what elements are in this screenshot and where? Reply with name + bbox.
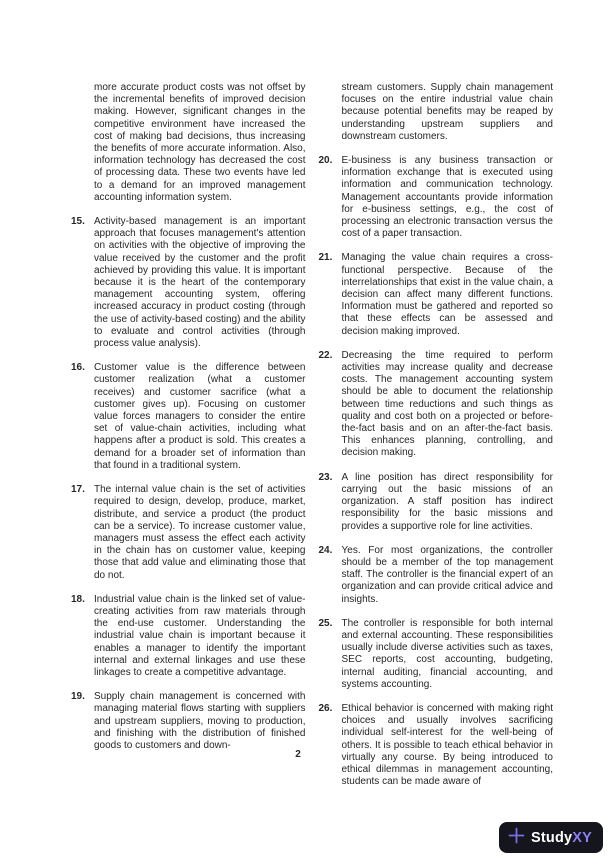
item-text: stream customers. Supply chain management focuses on the entire industrial value chain because potential benefits may be reaped by understanding upstream suppliers and downstream customers. <box>341 82 553 142</box>
item-text: Managing the value chain requires a cross-functional perspective. Because of the interrelationships that exist in the value chain, a decision can affect many different functions. Information must be gathered and reported so that these effects can be assessed and decision making improved. <box>341 252 553 337</box>
numbered-paragraph <box>319 155 554 240</box>
item-number: 24. <box>318 544 333 556</box>
item-number <box>319 82 342 143</box>
item-text: A line position has direct responsibility for carrying out the basic missions of an organization. A staff position has indirect responsibility for the basic missions and provides a supportive role for line activities. <box>341 471 553 532</box>
item-number: 20. <box>318 155 333 167</box>
left-column <box>71 82 306 800</box>
numbered-paragraph <box>319 703 554 788</box>
right-column <box>319 82 554 800</box>
item-text: Decreasing the time required to perform activities may increase quality and decrease costs. The management accounting system should be able to document the relationship between time reductions and such things as quality and cost both on a projected or before-the-fact basis and on an after-the-fact basis. This enhances planning, controlling, and decision making. <box>341 349 553 459</box>
item-text: more accurate product costs was not offset by the incremental benefits of improved decision making. However, significant changes in the competitive environment have increased the cost of making bad decisions, thus increasing the benefits of more accurate information. Also, information technology has decreased the cost of processing data. These two events have led to a demand for an improved management accounting information system. <box>94 82 306 203</box>
item-number: 22. <box>318 349 333 361</box>
item-number: 21. <box>318 252 333 264</box>
numbered-paragraph <box>319 252 554 337</box>
item-text: The controller is responsible for both internal and external accounting. These responsibilities usually include diverse activities such as taxes, SEC reports, cost accounting, budgeting, internal auditing, financial accounting, and systems accounting. <box>341 617 553 690</box>
continuation-paragraph <box>319 82 554 143</box>
numbered-paragraph <box>319 472 554 533</box>
item-number: 25. <box>318 617 333 629</box>
numbered-paragraph <box>71 362 306 472</box>
numbered-paragraph <box>319 618 554 691</box>
brand-wordmark <box>531 830 592 846</box>
page-number: 2 <box>295 749 301 760</box>
item-number: 26. <box>318 702 333 714</box>
numbered-paragraph <box>319 545 554 606</box>
plus-icon <box>508 827 525 849</box>
item-text: E-business is any business transaction or information exchange that is executed using information and communication technology. Management accountants provide information for e-business settings, e.g., the cost of processing an electronic transaction versus the cost of a paper transaction. <box>341 155 553 240</box>
brand-study-text: Study <box>531 829 573 846</box>
text-columns <box>71 82 553 800</box>
item-number: 23. <box>318 471 333 483</box>
numbered-paragraph <box>71 484 306 582</box>
item-number: 17. <box>71 484 85 496</box>
item-number: 16. <box>71 362 85 374</box>
item-number: 19. <box>71 691 85 703</box>
numbered-paragraph <box>71 691 306 752</box>
brand-xy-text: XY <box>572 829 593 846</box>
item-number: 15. <box>71 216 85 228</box>
item-text: Activity-based management is an important approach that focuses management's attention on activities with the objective of improving the value received by the customer and the profit achieved by providing this value. It is important because it is the heart of the contemporary management accounting system, offering increased accuracy in product costing (through the use of activity-based costing) and the ability to evaluate and control activities (through process value analysis). <box>94 216 306 350</box>
item-text: Yes. For most organizations, the controller should be a member of the top management staff. The controller is the financial expert of an organization and can provide critical advice and insights. <box>341 544 553 605</box>
item-text: The internal value chain is the set of activities required to design, develop, produce, market, distribute, and service a product (the product can be a service). To increase customer value, managers must assess the effect each activity in the chain has on customer value, keeping those that add value and eliminating those that do not. <box>94 484 306 581</box>
item-number: 18. <box>71 593 85 605</box>
studyxy-logo <box>499 822 603 853</box>
item-number <box>71 82 94 204</box>
numbered-paragraph <box>71 216 306 350</box>
numbered-paragraph <box>71 594 306 679</box>
continuation-paragraph <box>71 82 306 204</box>
item-text: Supply chain management is concerned with managing material flows starting with suppliers and upstream suppliers, moving to production, and finishing with the distribution of finished goods to customers and down- <box>94 691 306 751</box>
numbered-paragraph <box>319 350 554 460</box>
item-text: Customer value is the difference between customer realization (what a customer receives) and customer sacrifice (what a customer gives up). Focusing on customer value forces managers to consider the entire set of value-chain activities, including what happens after a product is sold. This creates a demand for a broader set of information than that found in a traditional system. <box>94 362 306 471</box>
item-text: Industrial value chain is the linked set of value-creating activities from raw materials through the end-use customer. Understanding the industrial value chain is important because it enables a manager to identify the important internal and external linkages and use these linkages to create a competitive advantage. <box>94 593 306 678</box>
item-text: Ethical behavior is concerned with making right choices and usually involves sacrificing individual self-interest for the well-being of others. It is possible to teach ethical behavior in virtually any course. By being introduced to ethical dilemmas in management accounting, students can be made aware of <box>341 702 553 788</box>
